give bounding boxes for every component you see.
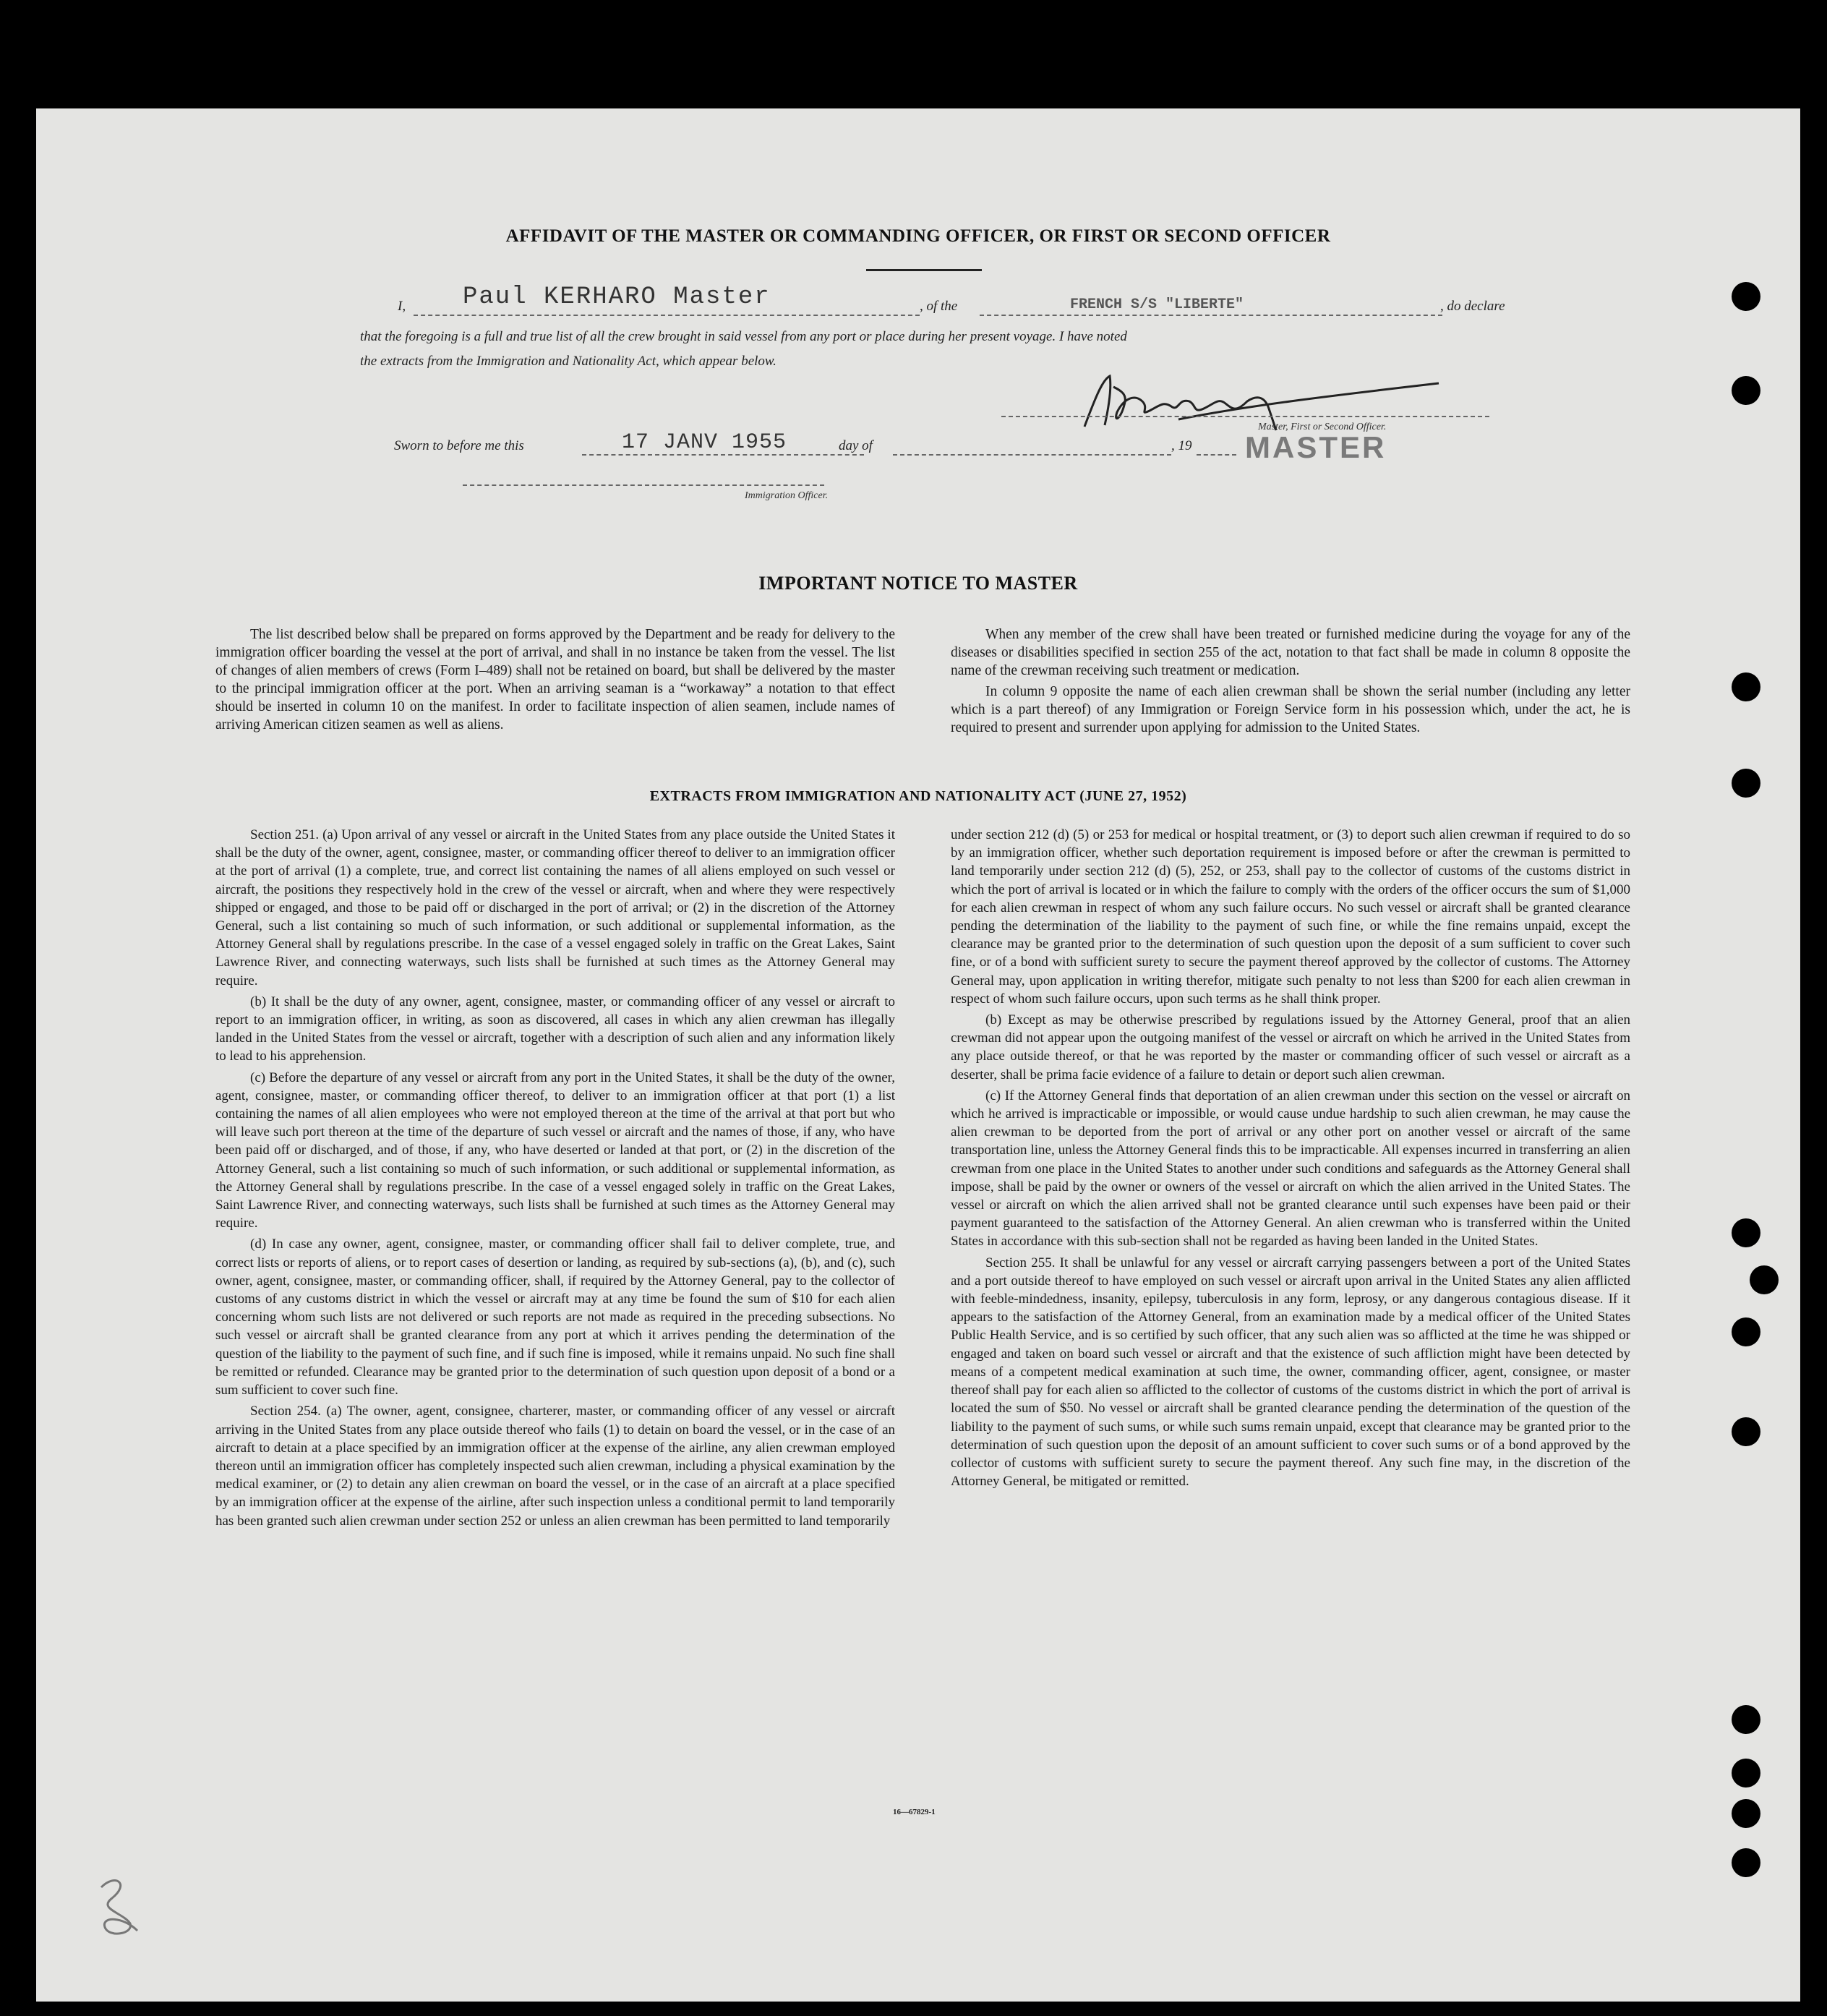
binder-hole	[1732, 672, 1760, 701]
binder-hole	[1750, 1265, 1779, 1294]
binder-hole	[1732, 1705, 1760, 1734]
section-251-b: (b) It shall be the duty of any owner, agent, consignee, master, or commanding officer of any vessel or aircraft to report to an immigration officer, in writing, as soon as discovered, all cases in which any alien crewman has illegally landed in the United States from the vessel or aircraft, together with a description of such alien and any information likely to lead to his apprehension.	[215, 994, 895, 1064]
section-254-a: Section 254. (a) The owner, agent, consignee, charterer, master, or commanding officer of any vessel or aircraft arriving in the United States from any place outside thereof who fails (1) to detain on board the vessel, or in the case of an aircraft to detain at a place specified by an immigration officer at the expense of the airline, any alien crewman employed thereon until an immigration officer has completely inspected such alien crewman, including a physical examination by the medical examiner, or (2) to detain any alien crewman on board the vessel, or in the case of an aircraft at a place specified by an immigration officer at the expense of the airline, after such inspection unless a conditional permit to land temporarily has been granted such alien crewman under section 252 or unless an alien crewman has been permitted to land temporarily	[215, 1404, 895, 1529]
affidavit-title: AFFIDAVIT OF THE MASTER OR COMMANDING OFFICER, OR FIRST OR SECOND OFFICER	[505, 226, 1331, 246]
margin-scribble	[80, 1873, 166, 1945]
binder-hole	[1732, 282, 1760, 311]
affidavit-line-2: that the foregoing is a full and true list of all the crew brought in said vessel from any port or place during her present voyage. I have noted	[360, 329, 1127, 344]
year-prefix-label: , 19	[1171, 438, 1192, 453]
binder-hole	[1732, 769, 1760, 798]
binder-hole	[1732, 1317, 1760, 1346]
section-254-b: (b) Except as may be otherwise prescribed by regulations issued by the Attorney General, proof that an alien crewman did not appear upon the outgoing manifest of the vessel or aircraft on which he arrived in the United States from any place outside thereof, or that he was reported by the master or commanding officer of such vessel or aircraft as a deserter, shall be prima facie evidence of a failure to detain or deport such alien crewman.	[951, 1012, 1630, 1082]
binder-hole	[1732, 1417, 1760, 1446]
signature-line	[1001, 416, 1489, 417]
signer-caption: Master, First or Second Officer.	[1258, 422, 1387, 432]
of-the-label: , of the	[920, 299, 958, 314]
master-name-typed: Paul KERHARO Master	[463, 283, 771, 311]
section-254-c: (c) If the Attorney General finds that deportation of an alien crewman under this section on the vessel or aircraft on which he arrived is impracticable or impossible, or would cause undue hardship to such alien crewman, he may cause the alien crewman to be deported from the port of arrival or any other port on another vessel or aircraft of the same transportation line, unless the Attorney General finds this to be impracticable. All expenses incurred in transferring an alien crewman from one place in the United States to another under such conditions and safeguards as the Attorney General shall impose, shall be paid by the owner or owners of the vessel or aircraft on which the alien arrived in the United States. The vessel or aircraft on which the alien arrived shall not be granted clearance until such expenses have been paid or their payment guaranteed to the satisfaction of the Attorney General. An alien crewman who is transferred within the United States in accordance with this sub-section shall not be regarded as having been landed in the United States.	[951, 1088, 1630, 1250]
notice-right-paragraph-2: In column 9 opposite the name of each alien crewman shall be shown the serial number (including any letter which is a part thereof) of any Immigration or Foreign Service form in his possession which, under the act, he is required to present and surrender upon applying for admission to the United States.	[951, 684, 1630, 735]
notice-right-paragraph-1: When any member of the crew shall have been treated or furnished medicine during the voyage for any of the diseases or disabilities specified in section 255 of the act, notation to that fact shall be made in column 8 opposite the name of the crewman receiving such treatment or medication.	[951, 627, 1630, 678]
binder-hole	[1732, 1799, 1760, 1828]
vessel-name-typed: FRENCH S/S "LIBERTE"	[1070, 296, 1244, 313]
notice-right-column	[951, 625, 1630, 740]
affidavit-i-label: I,	[398, 299, 406, 314]
notice-left-paragraph: The list described below shall be prepared on forms approved by the Department and be ready for delivery to the immigration officer boarding the vessel at the port of arrival, and shall in no instance be taken from the vessel. The list of changes of alien members of crews (Form I–489) shall not be retained on board, but shall be delivered by the master to the principal immigration officer at the port. When an arriving seaman is a “workaway” a notation to that effect should be inserted in column 10 on the manifest. In order to facilitate inspection of alien seamen, include names of arriving American citizen seamen as well as aliens.	[215, 627, 895, 732]
section-251-c: (c) Before the departure of any vessel or aircraft from any port in the United States, it shall be the duty of the owner, agent, consignee, master, or commanding officer thereof, to deliver to an immigration officer at that port (1) a list containing the names of all alien employees who were not employed thereon at the time of the arrival at that port but who will leave such port thereon at the time of the departure of such vessel or aircraft and the names of those, if any, who have been paid off or discharged, and of those, if any, who have deserted or landed at that port, or (2) in the discretion of the Attorney General, such a list containing so much of such information, or such additional or supplemental information, as the Attorney General shall by regulations prescribe. In the case of a vessel engaged solely in traffic on the Great Lakes, Saint Lawrence River, and connecting waterways, such lists shall be furnished at such times as the Attorney General may require.	[215, 1069, 895, 1231]
section-251-d: (d) In case any owner, agent, consignee, master, or commanding officer shall fail to deliver complete, true, and correct lists or reports of aliens, or to report cases of desertion or landing, as required by sub-sections (a), (b), and (c), such owner, agent, consignee, master, or commanding officer, shall, if required by the Attorney General, pay to the collector of customs of any customs district in which the vessel or aircraft may at any time be found the sum of $10 for each alien concerning whom such lists are not delivered or such reports are not made as required in the preceding subsections. No such vessel or aircraft shall be granted clearance from any port at which it arrives pending the determination of the question of the liability to the payment of such fine, and if such fine is imposed, while it remains unpaid. No such fine shall be remitted or refunded. Clearance may be granted prior to the determination of such question upon deposit of a bond or a sum sufficient to cover such fine.	[215, 1236, 895, 1398]
sworn-date-stamp: 17 JANV 1955	[622, 430, 787, 455]
extracts-heading: EXTRACTS FROM IMMIGRATION AND NATIONALITY ACT (JUNE 27, 1952)	[649, 788, 1187, 804]
sworn-label: Sworn to before me this	[394, 438, 524, 453]
officer-signature-line	[463, 484, 824, 486]
affidavit-line-3: the extracts from the Immigration and Nationality Act, which appear below.	[360, 354, 776, 369]
notice-left-column	[215, 625, 895, 737]
day-fill-line	[893, 454, 1171, 456]
extracts-left-column	[215, 826, 895, 1533]
name-fill-line	[414, 315, 920, 316]
year-fill-line	[1197, 454, 1236, 456]
notice-heading: IMPORTANT NOTICE TO MASTER	[758, 573, 1078, 594]
title-rule	[866, 269, 982, 271]
binder-hole	[1732, 1218, 1760, 1247]
do-declare-label: , do declare	[1440, 299, 1505, 314]
day-of-label: day of	[839, 438, 873, 453]
binder-hole	[1732, 376, 1760, 405]
binder-hole	[1732, 1848, 1760, 1877]
document-page	[36, 108, 1800, 2002]
binder-hole	[1732, 1759, 1760, 1788]
vessel-fill-line	[980, 315, 1442, 316]
section-254-a-continued: under section 212 (d) (5) or 253 for medical or hospital treatment, or (3) to deport such alien crewman if required to do so by an immigration officer, whether such deportation requirement is imposed before or after the crewman is permitted to land temporarily under section 212 (d) (5), 252, or 253, shall pay to the collector of customs of the customs district in which the port of arrival is located or in which the failure to comply with the orders of the officer occurs the sum of $1,000 for each alien crewman in respect of whom any such failure occurs. No such vessel or aircraft shall be granted clearance pending the determination of the liability to the payment of such fine, or while the fine remains unpaid, except the clearance may be granted prior to the determination of such question upon the deposit of a sum sufficient to cover such fine, or of a bond with sufficient surety to secure the payment thereof approved by the collector of customs. The Attorney General may, upon application in writing therefor, mitigate such penalty to not less than $200 for each alien crewman in respect of whom such failure occurs, upon such terms as he shall think proper.	[951, 827, 1630, 1007]
master-stamp: MASTER	[1245, 430, 1387, 464]
section-251-a: Section 251. (a) Upon arrival of any vessel or aircraft in the United States from any place outside the United States it shall be the duty of the owner, agent, consignee, master, or commanding officer thereof to deliver to an immigration officer at the port of arrival (1) a complete, true, and correct list containing the names of all aliens employed on such vessel or aircraft, the positions they respectively hold in the crew of the vessel or aircraft, when and where they were respectively shipped or engaged, and those to be paid off or discharged in the port of arrival; or (2) in the discretion of the Attorney General, such a list containing so much of such information, or such additional or supplemental information, as the Attorney General shall by regulations prescribe. In the case of a vessel engaged solely in traffic on the Great Lakes, Saint Lawrence River, and connecting waterways, such lists shall be furnished at such times as the Attorney General may require.	[215, 827, 895, 988]
officer-caption: Immigration Officer.	[745, 490, 829, 501]
extracts-right-column	[951, 826, 1630, 1493]
section-255: Section 255. It shall be unlawful for any vessel or aircraft carrying passengers between a port of the United States and a port outside thereof to have employed on such vessel or aircraft upon arrival in the United States any alien afflicted with feeble-mindedness, insanity, epilepsy, tuberculosis in any form, leprosy, or any dangerous contagious disease. If it appears to the satisfaction of the Attorney General, from an examination made by a medical officer of the United States Public Health Service, and is so certified by such officer, that any such alien was so afflicted at the time he was shipped or engaged and taken on board such vessel or aircraft and that the existence of such affliction might have been detected by means of a competent medical examination at such time, the owner, commanding officer, agent, consignee, or master thereof shall pay for each alien so afflicted to the collector of customs of the customs district in which the port of arrival is located the sum of $50. No vessel or aircraft shall be granted clearance pending the determination of the question of the liability to the payment of such sums, or while such sums remain unpaid, except that clearance may be granted prior to the determination of such question upon the deposit of an amount sufficient to cover such sums or of a bond approved by the collector of customs with sufficient surety to secure the payment thereof. Any such fine may, in the discretion of the Attorney General, be mitigated or remitted.	[951, 1255, 1630, 1490]
form-number: 16—67829-1	[893, 1808, 936, 1816]
